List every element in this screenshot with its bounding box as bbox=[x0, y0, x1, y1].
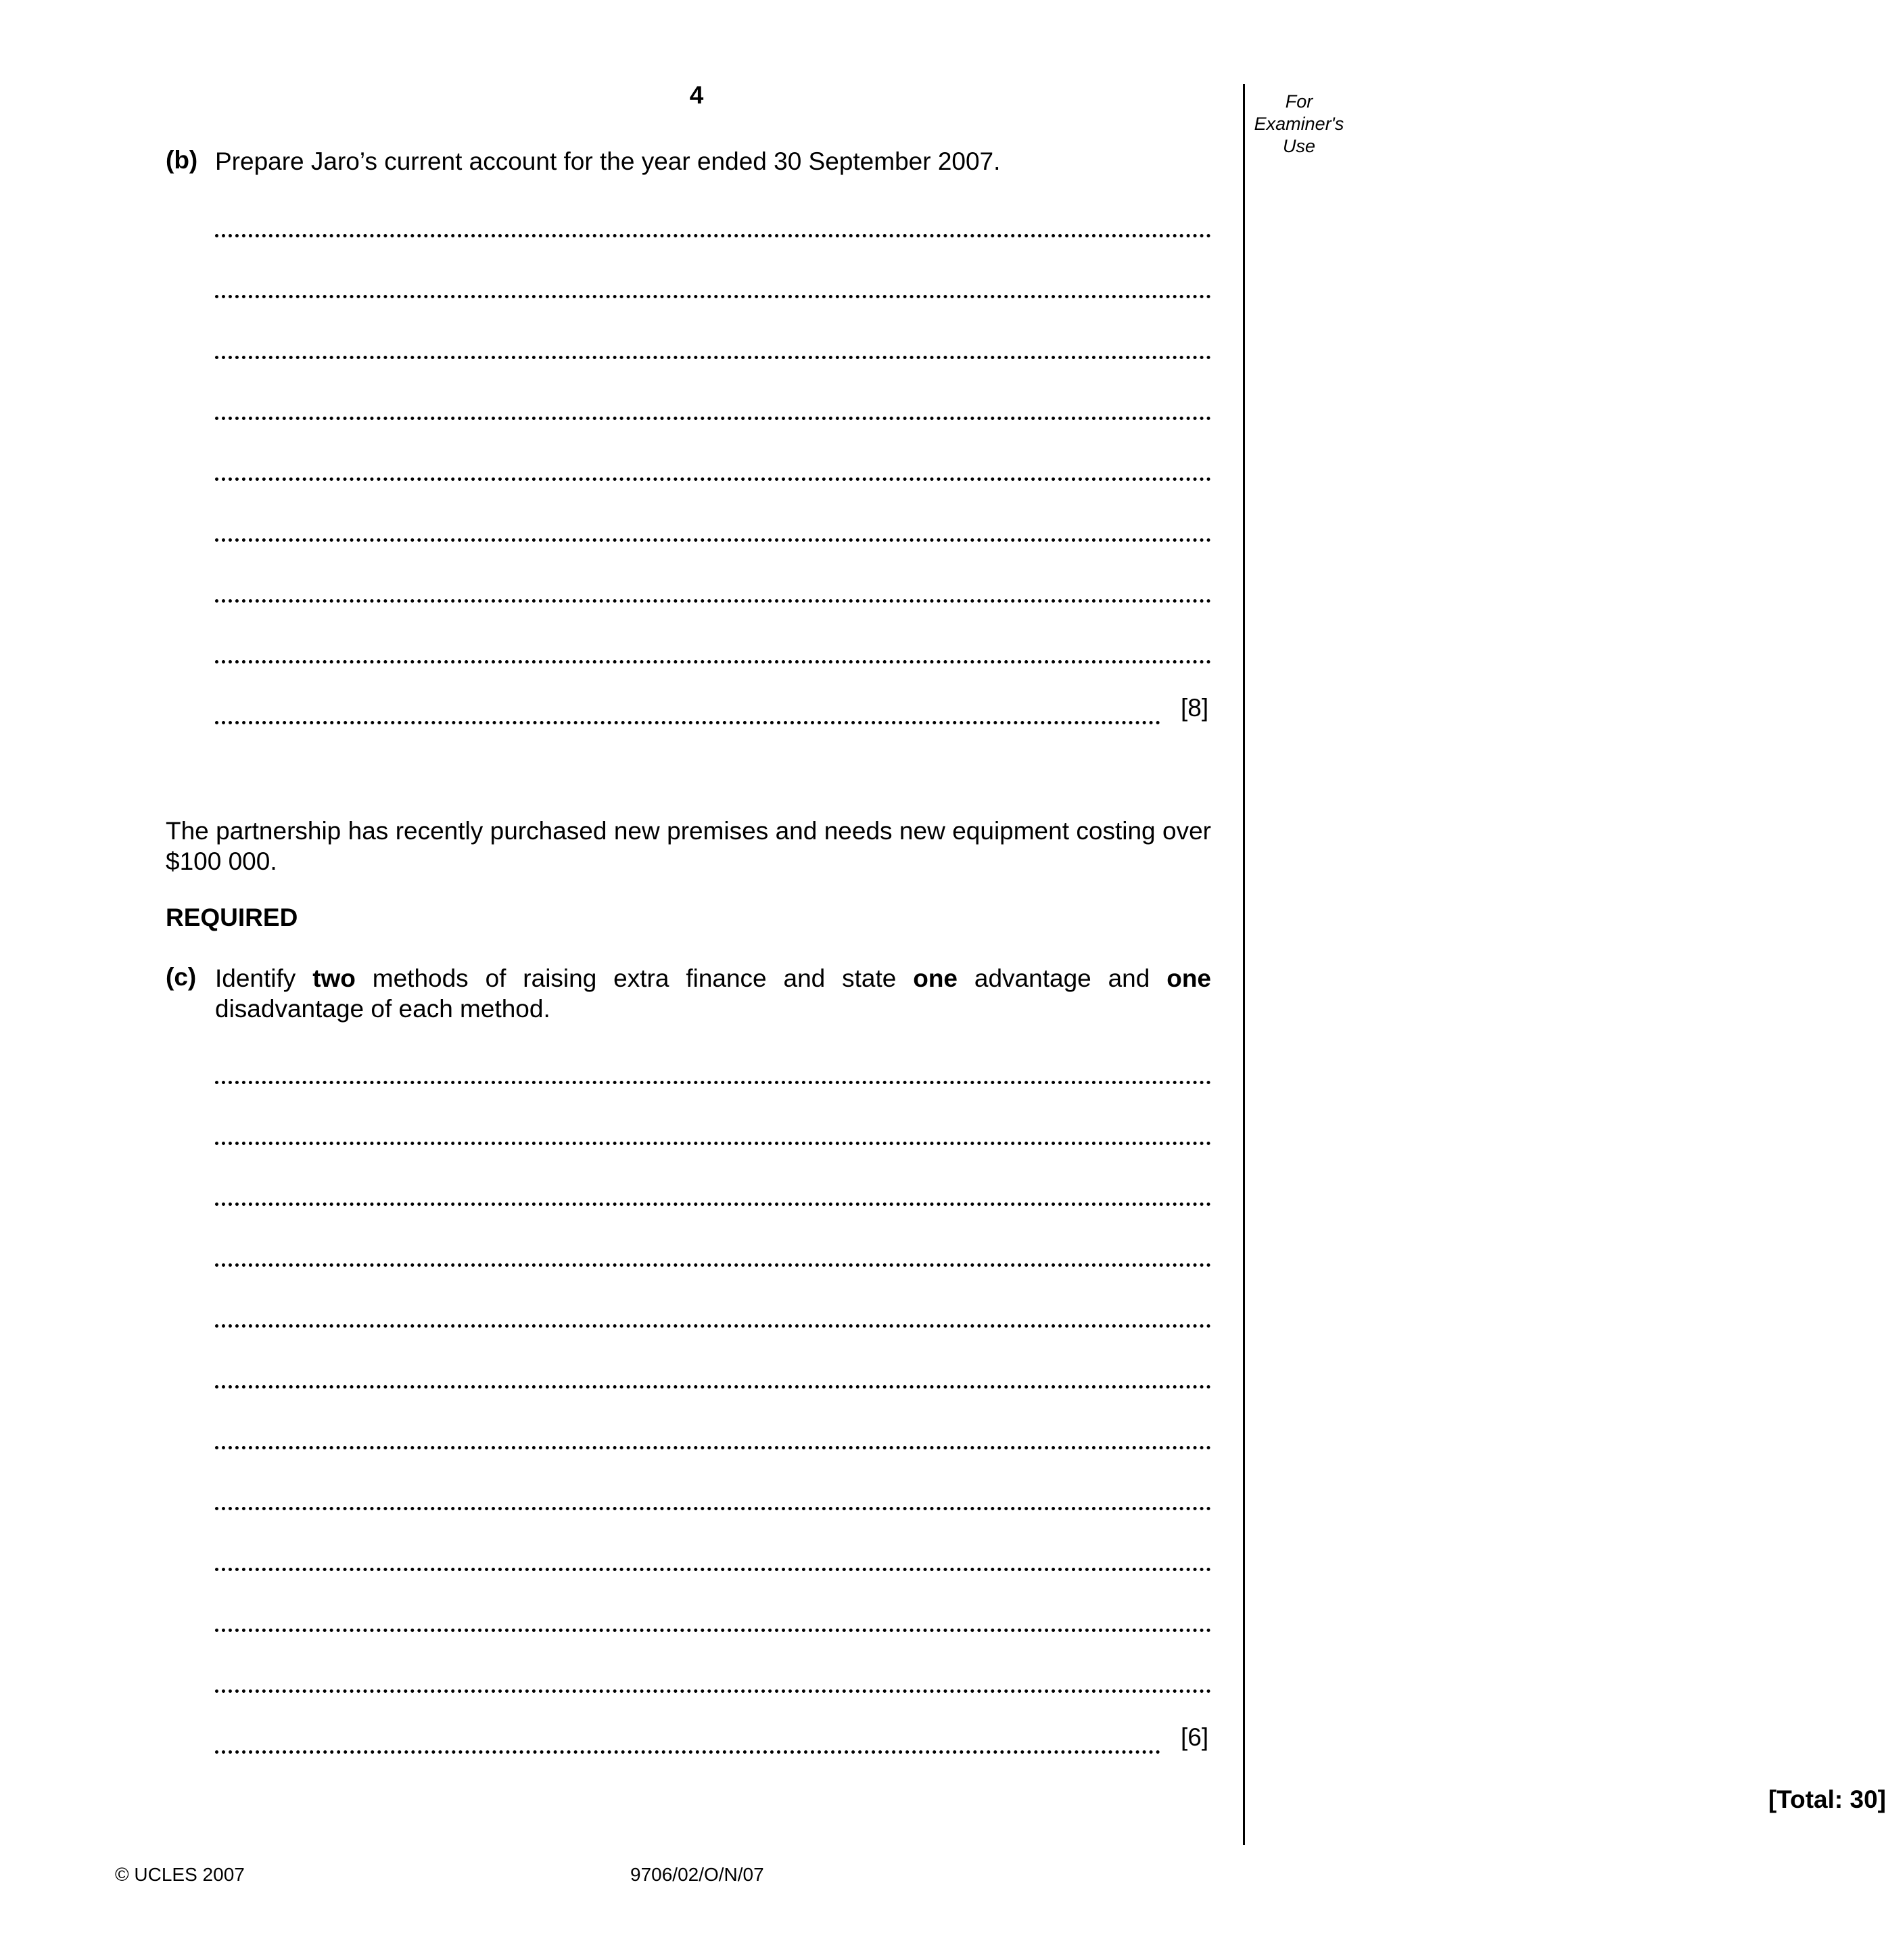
answer-line-c-9[interactable] bbox=[215, 1568, 1211, 1571]
required-heading: REQUIRED bbox=[166, 904, 298, 931]
question-c-text bbox=[215, 963, 1211, 1024]
question-b-marks: [8] bbox=[1181, 694, 1209, 722]
answer-line-b-6[interactable] bbox=[215, 538, 1211, 542]
examiner-label-line-3: Use bbox=[1282, 136, 1315, 156]
total-marks: [Total: 30] bbox=[1768, 1786, 1886, 1813]
answer-line-c-6[interactable] bbox=[215, 1385, 1211, 1389]
examiner-label-line-1: For bbox=[1285, 91, 1313, 112]
question-c-emphasis-one-a: one bbox=[913, 964, 958, 992]
footer-paper-code: 9706/02/O/N/07 bbox=[630, 1864, 764, 1885]
answer-line-b-1[interactable] bbox=[215, 234, 1211, 237]
answer-line-b-4[interactable] bbox=[215, 417, 1211, 420]
answer-line-c-11[interactable] bbox=[215, 1689, 1211, 1693]
question-c-label: (c) bbox=[166, 963, 197, 991]
answer-line-b-3[interactable] bbox=[215, 356, 1211, 359]
answer-line-c-2[interactable] bbox=[215, 1142, 1211, 1145]
answer-line-c-4[interactable] bbox=[215, 1263, 1211, 1267]
answer-line-b-2[interactable] bbox=[215, 295, 1211, 298]
footer-copyright: © UCLES 2007 bbox=[115, 1864, 245, 1885]
examiner-margin-rule bbox=[1243, 84, 1245, 1845]
question-c-text-1: Identify bbox=[215, 964, 313, 992]
answer-line-c-3[interactable] bbox=[215, 1203, 1211, 1206]
answer-line-c-10[interactable] bbox=[215, 1629, 1211, 1632]
page-number: 4 bbox=[689, 81, 704, 109]
answer-line-b-7[interactable] bbox=[215, 599, 1211, 603]
answer-line-b-9[interactable] bbox=[215, 721, 1160, 724]
answer-line-c-7[interactable] bbox=[215, 1446, 1211, 1449]
context-paragraph: The partnership has recently purchased new premises and needs new equipment costing over $100 000. bbox=[166, 817, 1211, 875]
answer-line-b-5[interactable] bbox=[215, 477, 1211, 481]
question-c-emphasis-one-b: one bbox=[1166, 964, 1211, 992]
answer-line-c-5[interactable] bbox=[215, 1324, 1211, 1328]
examiner-label-line-2: Examiner's bbox=[1254, 114, 1344, 134]
answer-line-b-8[interactable] bbox=[215, 660, 1211, 663]
question-b-text: Prepare Jaro’s current account for the year ended 30 September 2007. bbox=[215, 147, 1001, 175]
examiner-use-label bbox=[1250, 91, 1348, 158]
answer-line-c-8[interactable] bbox=[215, 1507, 1211, 1510]
answer-line-c-12[interactable] bbox=[215, 1750, 1160, 1754]
question-c-text-4: disadvantage of each method. bbox=[215, 995, 550, 1023]
question-c-emphasis-two: two bbox=[312, 964, 356, 992]
question-c-text-2: methods of raising extra finance and state bbox=[355, 964, 914, 992]
question-c-marks: [6] bbox=[1181, 1723, 1209, 1751]
question-c-text-3: advantage and bbox=[958, 964, 1167, 992]
answer-line-c-1[interactable] bbox=[215, 1081, 1211, 1084]
question-b-label: (b) bbox=[166, 146, 198, 174]
